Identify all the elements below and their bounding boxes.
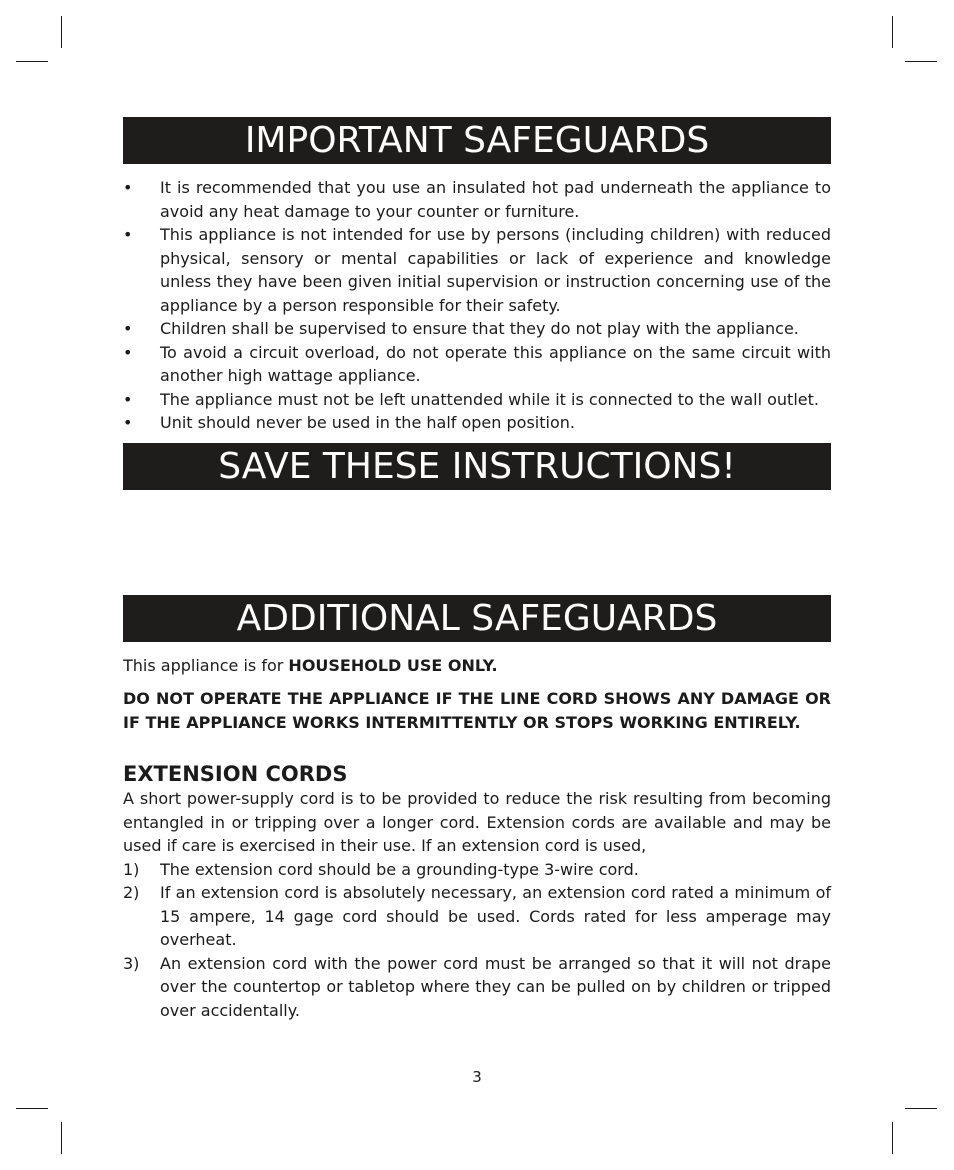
- crop-mark-top-right-horizontal: [905, 61, 937, 62]
- list-item-text: The appliance must not be left unattended while it is connected to the wall outlet.: [160, 389, 819, 409]
- list-item: [123, 388, 831, 412]
- bullet-icon: •: [123, 389, 133, 409]
- bullet-icon: •: [123, 319, 133, 338]
- list-item-text: An extension cord with the power cord must be arranged so that it will not drape over the countertop or tabletop where they can be pulled on by children or tripped over accidentally.: [160, 953, 831, 1020]
- list-number: 1): [123, 859, 140, 879]
- important-safeguards-heading: IMPORTANT SAFEGUARDS: [123, 117, 831, 164]
- list-item-text: The extension cord should be a grounding-type 3-wire cord.: [160, 859, 639, 879]
- list-number: 2): [123, 883, 140, 902]
- list-item: [123, 341, 831, 388]
- crop-mark-top-right-vertical: [892, 16, 893, 48]
- additional-safeguards-heading: ADDITIONAL SAFEGUARDS: [123, 595, 831, 642]
- page-content: [123, 117, 831, 1022]
- household-bold: HOUSEHOLD USE ONLY.: [288, 655, 498, 675]
- list-item-text: To avoid a circuit overload, do not operate this appliance on the same circuit with another high wattage appliance.: [160, 342, 831, 385]
- list-item-text: Children shall be supervised to ensure that they do not play with the appliance.: [160, 319, 799, 338]
- household-prefix: This appliance is for: [123, 655, 289, 675]
- household-use-note: [123, 654, 831, 678]
- list-item: [123, 411, 831, 435]
- list-item: [123, 881, 831, 952]
- list-item: [123, 952, 831, 1023]
- list-item: [123, 223, 831, 317]
- crop-mark-top-left-horizontal: [16, 61, 48, 62]
- extension-cords-heading: EXTENSION CORDS: [123, 762, 348, 786]
- important-safeguards-list: [123, 176, 831, 435]
- bullet-icon: •: [123, 225, 133, 244]
- list-item-text: Unit should never be used in the half open position.: [160, 413, 575, 432]
- extension-cords-list: [123, 858, 831, 1023]
- list-item: [123, 176, 831, 223]
- list-item-text: If an extension cord is absolutely necessary, an extension cord rated a minimum of 15 ampere, 14 gage cord should be used. Cords rated for less amperage may overheat.: [160, 883, 831, 949]
- line-cord-warning: DO NOT OPERATE THE APPLIANCE IF THE LINE CORD SHOWS ANY DAMAGE OR IF THE APPLIANCE WORKS INTERMITTENTLY OR STOPS WORKING ENTIRELY.: [123, 689, 831, 732]
- page-number: 3: [472, 1068, 482, 1086]
- bullet-icon: •: [123, 413, 133, 432]
- crop-mark-bottom-right-horizontal: [905, 1108, 937, 1109]
- save-instructions-heading: SAVE THESE INSTRUCTIONS!: [123, 443, 831, 490]
- list-item: [123, 317, 831, 341]
- list-item-text: It is recommended that you use an insulated hot pad underneath the appliance to avoid any heat damage to your counter or furniture.: [160, 178, 831, 221]
- list-item: [123, 858, 831, 882]
- extension-cords-intro: A short power-supply cord is to be provided to reduce the risk resulting from becoming entangled in or tripping over a longer cord. Extension cords are available and may be used if care is exercised in their use. If an extension cord is used,: [123, 789, 831, 855]
- list-item-text: This appliance is not intended for use by persons (including children) with reduced physical, sensory or mental capabilities or lack of experience and knowledge unless they have been given initial supervision or instruction concerning use of the appliance by a person responsible for their safety.: [160, 225, 831, 315]
- crop-mark-top-left-vertical: [61, 16, 62, 48]
- bullet-icon: •: [123, 178, 133, 197]
- bullet-icon: •: [123, 342, 133, 362]
- crop-mark-bottom-right-vertical: [892, 1122, 893, 1154]
- list-number: 3): [123, 953, 140, 973]
- crop-mark-bottom-left-horizontal: [16, 1108, 48, 1109]
- crop-mark-bottom-left-vertical: [61, 1122, 62, 1154]
